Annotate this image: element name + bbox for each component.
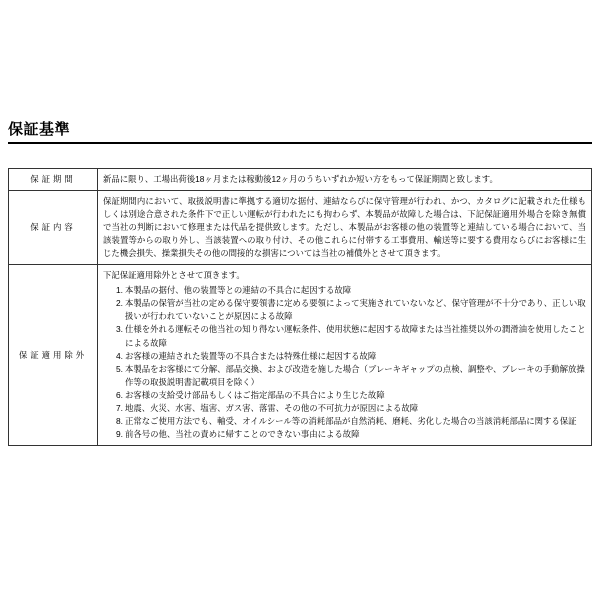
row-label-warranty-coverage: 保証内容 (9, 191, 98, 265)
page-title-block (8, 118, 592, 144)
list-item: 地震、火災、水害、塩害、ガス害、落雷、その他の不可抗力が原因による故障 (125, 403, 419, 414)
row-content-warranty-coverage (98, 191, 592, 265)
row-content-warranty-period (98, 169, 592, 191)
list-item: お客様の支給受け部品もしくはご指定部品の不具合により生じた故障 (125, 389, 385, 400)
list-item: 仕様を外れる運転その他当社の知り得ない運転条件、使用状態に起因する故障または当社推奨以外の潤滑油を使用したことによる故障 (125, 324, 586, 348)
exclusions-list (103, 284, 586, 441)
list-item: 本製品をお客様にて分解、部品交換、および改造を施した場合（ブレーキギャップの点検、調整や、ブレーキの手動解放操作等の取扱説明書記載項目を除く） (125, 363, 585, 387)
title-divider (8, 142, 592, 144)
exclusions-lead-text: 下記保証適用除外とさせて頂きます。 (103, 270, 245, 281)
list-item: 本製品の据付、他の装置等との連結の不具合に起因する故障 (125, 285, 352, 296)
paragraph: 新品に限り、工場出荷後18ヶ月または稼動後12ヶ月のうちいずれか短い方をもって保証期間と致します。 (103, 174, 498, 184)
table-row (9, 191, 592, 265)
list-item: お客様の連結された装置等の不具合または特殊仕様に起因する故障 (125, 350, 377, 361)
row-label-warranty-period: 保証期間 (9, 169, 98, 191)
table-row (9, 265, 592, 446)
list-item: 正常なご使用方法でも、軸受、オイルシール等の消耗部品が自然消耗、磨耗、劣化した場合の当該消耗部品に関する保証 (125, 416, 577, 427)
row-label-warranty-exclusions: 保証適用除外 (9, 265, 98, 446)
list-item: 本製品の保管が当社の定める保守要領書に定める要領によって実施されていないなど、保守管理が不十分であり、正しい取扱いが行われていないことが原因による故障 (125, 298, 586, 322)
table-row (9, 169, 592, 191)
list-item: 前各号の他、当社の責めに帰すことのできない事由による故障 (125, 429, 360, 440)
warranty-standards-table (8, 168, 592, 446)
page-title: 保証基準 (8, 121, 71, 138)
paragraph: 保証期間内において、取扱説明書に準拠する適切な据付、連結ならびに保守管理が行われ、かつ、カタログに記載された仕様もしくは別途合意された条件下で正しい運転が行われたにも拘わらず、本製品が故障した場合は、下記保証適用外場合を除き無償で当社の判断において修理または代品を提供致します。ただし、本製品がお客様の他の装置等と連結している場合において、当該装置等からの取り外し、当該装置への取り付け、その他これらに付帯する工事費用、輸送等に要する費用ならびにお客様に生じた機会損失、操業損失その他の間接的な損害については当社の補償外とさせて頂きます。 (103, 196, 586, 259)
row-content-warranty-exclusions (98, 265, 592, 446)
